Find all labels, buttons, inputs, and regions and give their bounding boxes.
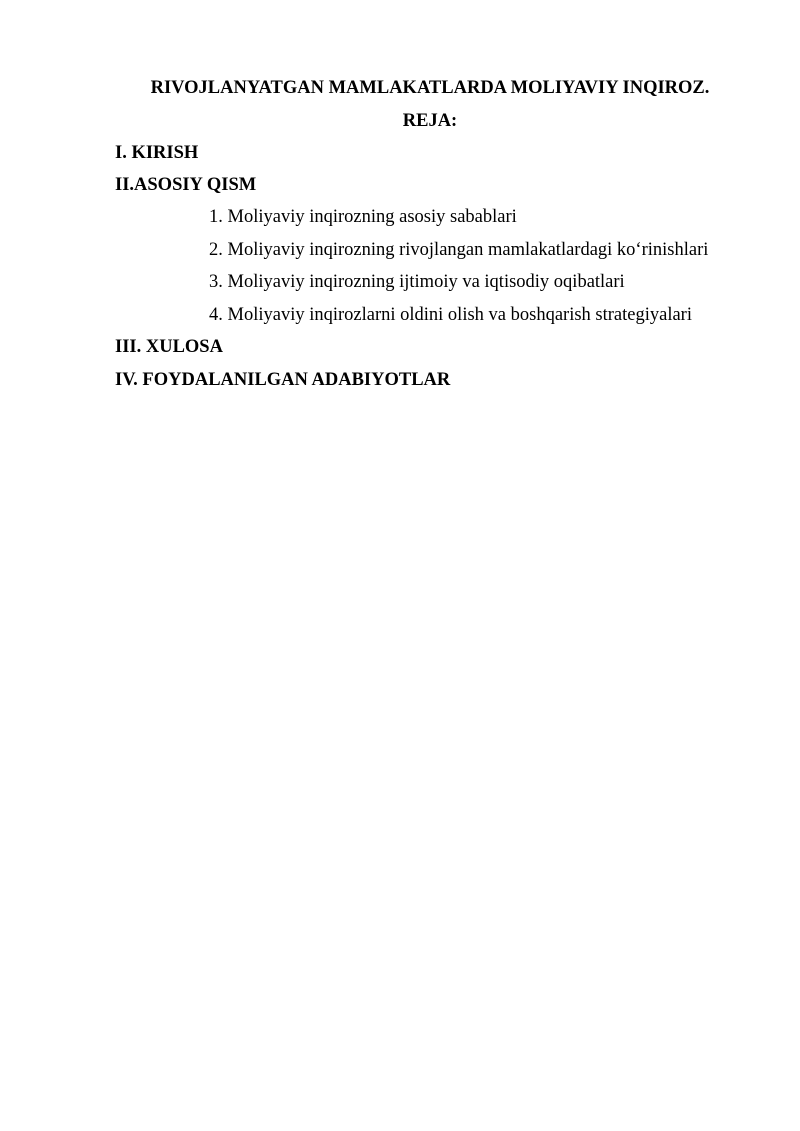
main-part-item-2: 2. Moliyaviy inqirozning rivojlangan mamlakatlardagi ko‘rinishlari — [209, 240, 709, 260]
document-title: RIVOJLANYATGAN MAMLAKATLARDA MOLIYAVIY INQIROZ. — [150, 78, 710, 98]
section-references: IV. FOYDALANILGAN ADABIYOTLAR — [115, 370, 451, 390]
section-conclusion: III. XULOSA — [115, 337, 223, 357]
section-main-part: II.ASOSIY QISM — [115, 175, 257, 195]
main-part-item-3: 3. Moliyaviy inqirozning ijtimoiy va iqtisodiy oqibatlari — [209, 272, 625, 292]
main-part-item-4: 4. Moliyaviy inqirozlarni oldini olish va boshqarish strategiyalari — [209, 305, 692, 325]
main-part-item-1: 1. Moliyaviy inqirozning asosiy sabablari — [209, 207, 517, 227]
plan-heading: REJA: — [402, 111, 458, 131]
section-introduction: I. KIRISH — [115, 143, 199, 163]
